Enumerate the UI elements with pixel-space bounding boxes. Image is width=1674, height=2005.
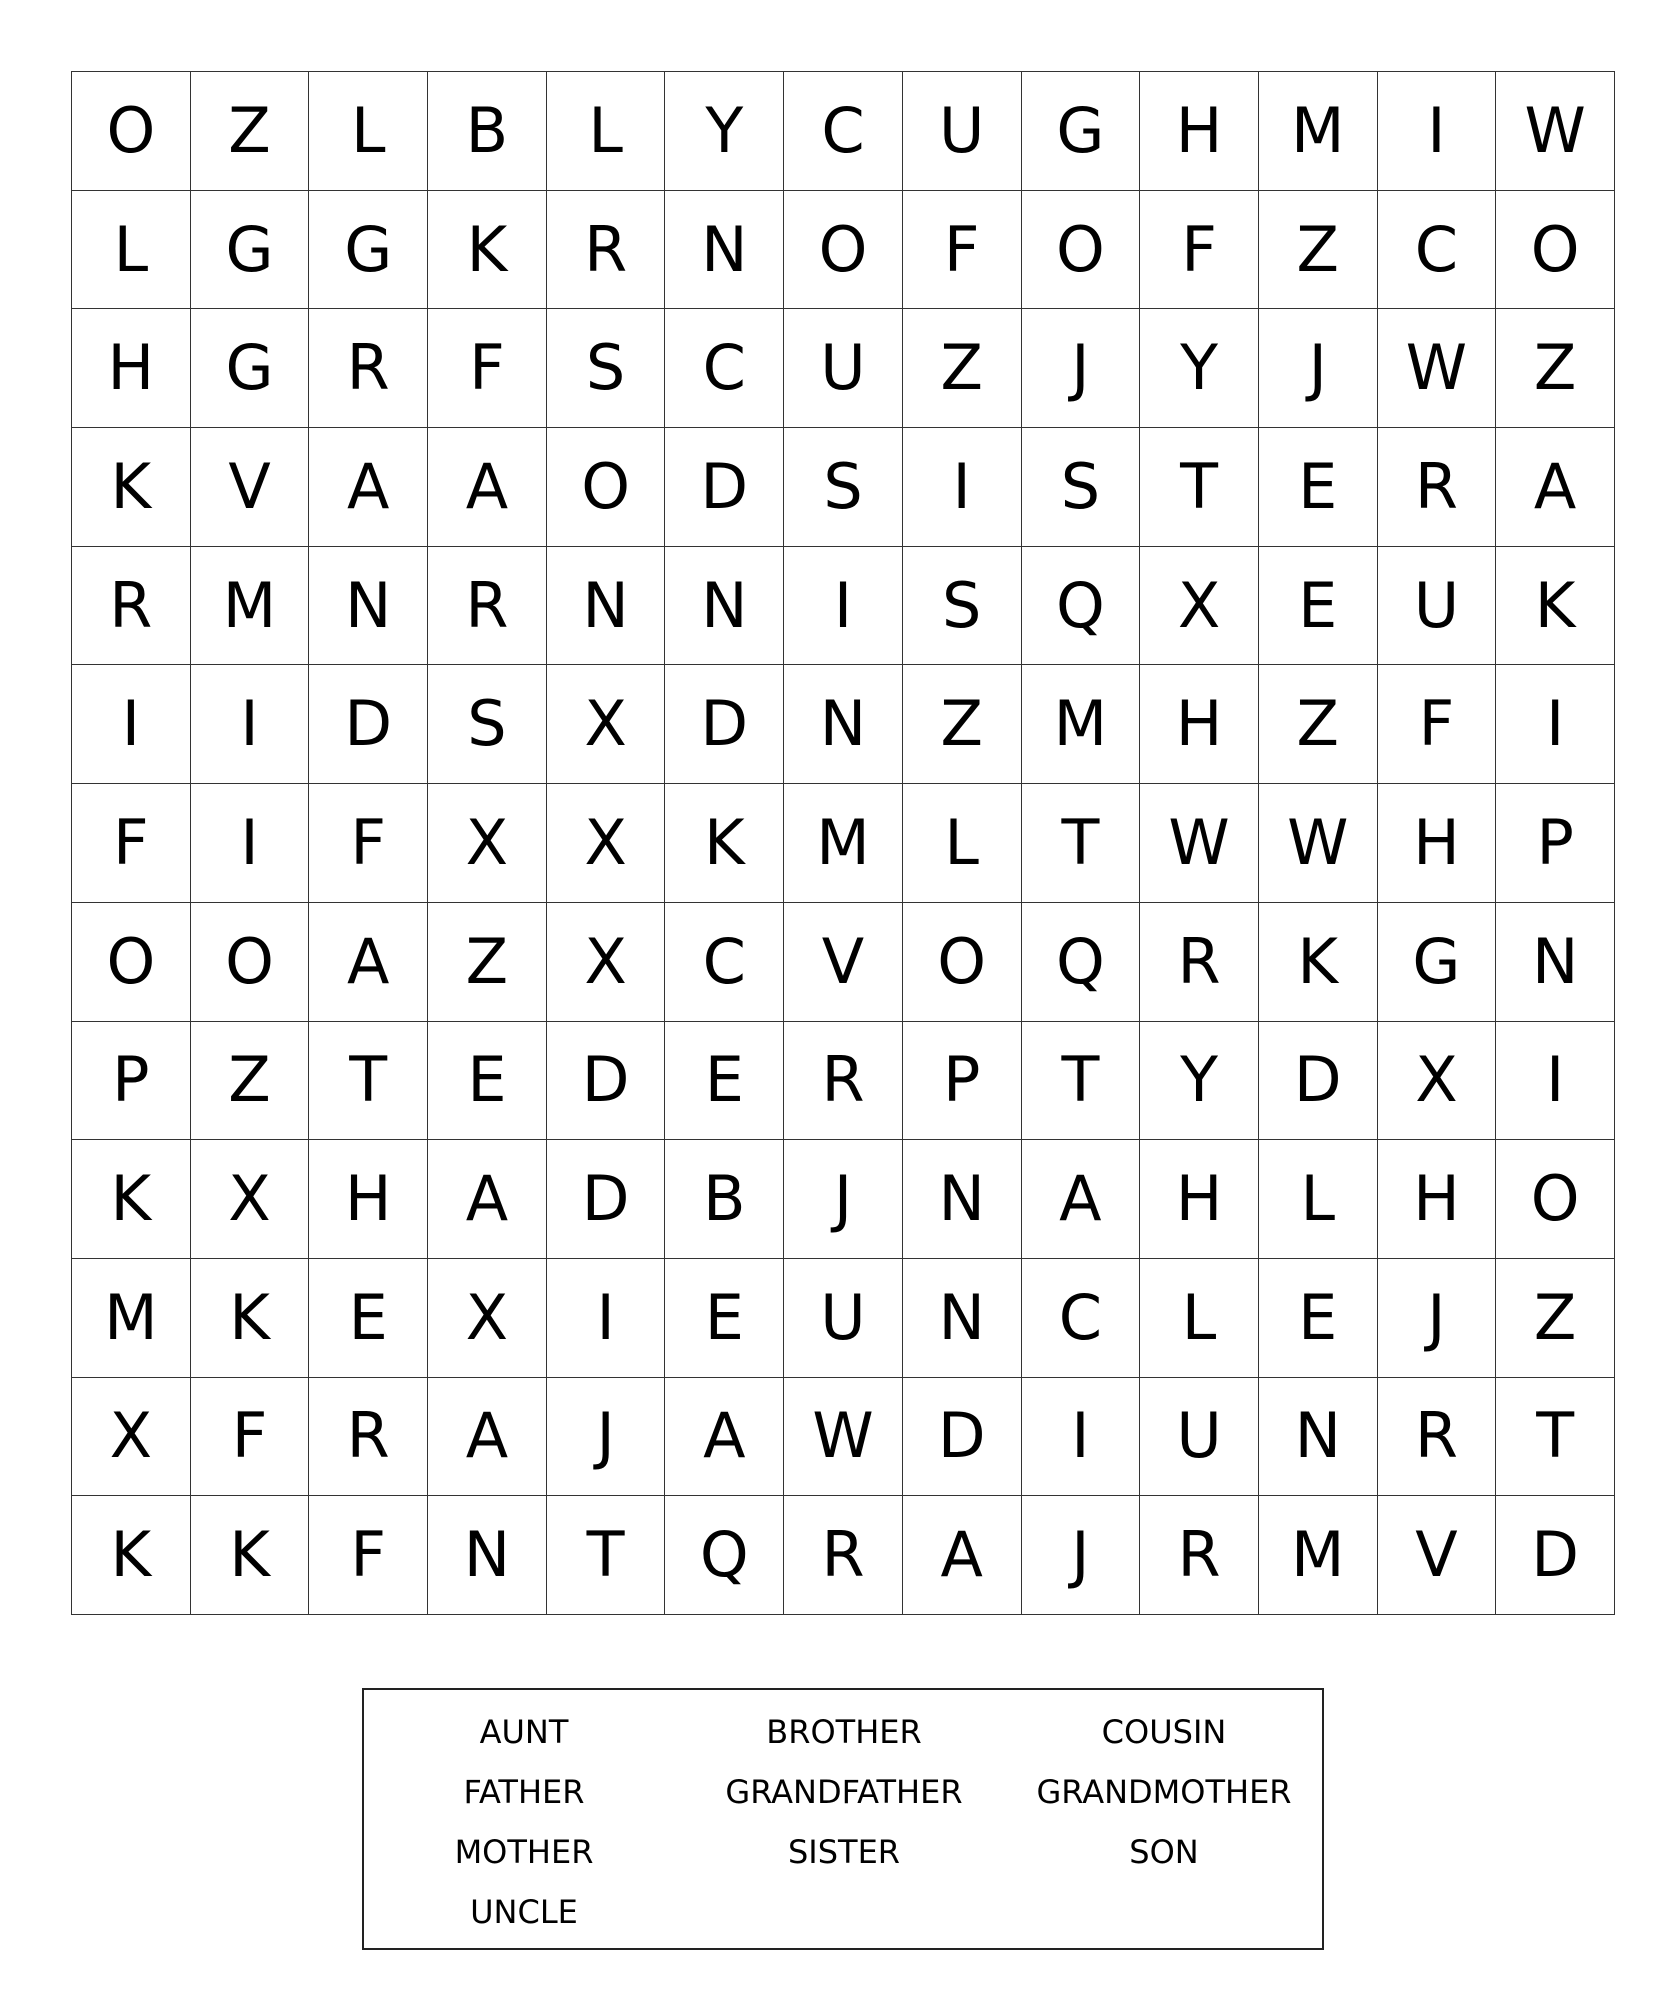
grid-cell[interactable]: I bbox=[903, 428, 1022, 547]
word-list bbox=[362, 1688, 1324, 1950]
grid-cell[interactable]: I bbox=[547, 1259, 666, 1378]
grid-cell[interactable]: Z bbox=[191, 1022, 310, 1141]
grid-cell[interactable]: T bbox=[1140, 428, 1259, 547]
grid-cell[interactable]: O bbox=[1496, 191, 1615, 310]
grid-cell[interactable]: J bbox=[784, 1140, 903, 1259]
grid-cell[interactable]: I bbox=[1496, 1022, 1615, 1141]
grid-cell[interactable]: O bbox=[72, 903, 191, 1022]
word-list-item: FATHER bbox=[463, 1773, 585, 1811]
grid-cell[interactable]: F bbox=[1140, 191, 1259, 310]
grid-cell[interactable]: D bbox=[665, 428, 784, 547]
grid-cell[interactable]: X bbox=[191, 1140, 310, 1259]
grid-cell[interactable]: K bbox=[1496, 547, 1615, 666]
grid-cell[interactable]: T bbox=[547, 1496, 666, 1615]
grid-cell[interactable]: R bbox=[784, 1022, 903, 1141]
grid-cell[interactable]: I bbox=[1022, 1378, 1141, 1497]
grid-cell[interactable]: W bbox=[1378, 309, 1497, 428]
grid-cell[interactable]: X bbox=[72, 1378, 191, 1497]
word-list-item: UNCLE bbox=[470, 1893, 578, 1931]
grid-cell[interactable]: B bbox=[428, 72, 547, 191]
grid-cell[interactable]: A bbox=[428, 1378, 547, 1497]
grid-cell[interactable]: Z bbox=[903, 665, 1022, 784]
grid-cell[interactable]: T bbox=[309, 1022, 428, 1141]
grid-cell[interactable]: R bbox=[72, 547, 191, 666]
grid-cell[interactable]: U bbox=[1140, 1378, 1259, 1497]
grid-cell[interactable]: K bbox=[191, 1259, 310, 1378]
grid-cell[interactable]: Z bbox=[191, 72, 310, 191]
grid-cell[interactable]: E bbox=[1259, 547, 1378, 666]
grid-cell[interactable]: X bbox=[547, 665, 666, 784]
grid-cell[interactable]: F bbox=[309, 1496, 428, 1615]
grid-cell[interactable]: G bbox=[191, 309, 310, 428]
grid-cell[interactable]: N bbox=[784, 665, 903, 784]
grid-cell[interactable]: R bbox=[784, 1496, 903, 1615]
grid-cell[interactable]: J bbox=[1022, 1496, 1141, 1615]
grid-cell[interactable]: R bbox=[309, 309, 428, 428]
grid-cell[interactable]: Z bbox=[1259, 191, 1378, 310]
grid-cell[interactable]: K bbox=[665, 784, 784, 903]
grid-cell[interactable]: C bbox=[1022, 1259, 1141, 1378]
grid-cell[interactable]: W bbox=[1140, 784, 1259, 903]
grid-cell[interactable]: L bbox=[547, 72, 666, 191]
grid-cell[interactable]: P bbox=[72, 1022, 191, 1141]
grid-cell[interactable]: L bbox=[72, 191, 191, 310]
grid-cell[interactable]: I bbox=[1496, 665, 1615, 784]
grid-cell[interactable]: H bbox=[1378, 1140, 1497, 1259]
grid-cell[interactable]: H bbox=[1140, 72, 1259, 191]
grid-cell[interactable]: I bbox=[191, 665, 310, 784]
grid-cell[interactable]: A bbox=[428, 1140, 547, 1259]
word-list-item: GRANDFATHER bbox=[725, 1773, 963, 1811]
grid-cell[interactable]: A bbox=[428, 428, 547, 547]
grid-cell[interactable]: T bbox=[1022, 1022, 1141, 1141]
grid-cell[interactable]: C bbox=[665, 903, 784, 1022]
grid-cell[interactable]: H bbox=[1378, 784, 1497, 903]
grid-cell[interactable]: R bbox=[547, 191, 666, 310]
grid-cell[interactable]: L bbox=[1140, 1259, 1259, 1378]
word-list-item: MOTHER bbox=[454, 1833, 594, 1871]
grid-cell[interactable]: Q bbox=[665, 1496, 784, 1615]
grid-cell[interactable]: Z bbox=[1259, 665, 1378, 784]
grid-cell[interactable]: O bbox=[903, 903, 1022, 1022]
grid-cell[interactable]: K bbox=[1259, 903, 1378, 1022]
grid-cell[interactable]: C bbox=[784, 72, 903, 191]
grid-cell[interactable]: F bbox=[309, 784, 428, 903]
grid-cell[interactable]: R bbox=[1140, 903, 1259, 1022]
grid-cell[interactable]: N bbox=[547, 547, 666, 666]
grid-cell[interactable]: D bbox=[309, 665, 428, 784]
grid-cell[interactable]: R bbox=[1140, 1496, 1259, 1615]
grid-cell[interactable]: D bbox=[1496, 1496, 1615, 1615]
grid-cell[interactable]: K bbox=[72, 1140, 191, 1259]
grid-cell[interactable]: C bbox=[665, 309, 784, 428]
grid-cell[interactable]: Y bbox=[1140, 309, 1259, 428]
grid-cell[interactable]: F bbox=[72, 784, 191, 903]
grid-cell[interactable]: R bbox=[428, 547, 547, 666]
grid-cell[interactable]: O bbox=[72, 72, 191, 191]
grid-cell[interactable]: A bbox=[903, 1496, 1022, 1615]
grid-cell[interactable]: A bbox=[1022, 1140, 1141, 1259]
grid-cell[interactable]: N bbox=[1259, 1378, 1378, 1497]
grid-cell[interactable]: E bbox=[665, 1259, 784, 1378]
grid-cell[interactable]: R bbox=[1378, 428, 1497, 547]
grid-cell[interactable]: E bbox=[309, 1259, 428, 1378]
grid-cell[interactable]: X bbox=[1378, 1022, 1497, 1141]
grid-cell[interactable]: D bbox=[665, 665, 784, 784]
grid-cell[interactable]: A bbox=[665, 1378, 784, 1497]
grid-cell[interactable]: S bbox=[428, 665, 547, 784]
grid-cell[interactable]: O bbox=[784, 191, 903, 310]
word-list-item: SISTER bbox=[787, 1833, 901, 1871]
grid-cell[interactable]: T bbox=[1496, 1378, 1615, 1497]
word-list-item: AUNT bbox=[479, 1713, 569, 1751]
grid-cell[interactable]: N bbox=[1496, 903, 1615, 1022]
word-list-item: GRANDMOTHER bbox=[1036, 1773, 1292, 1811]
grid-cell[interactable]: X bbox=[547, 903, 666, 1022]
word-list-item: BROTHER bbox=[766, 1713, 922, 1751]
grid-cell[interactable]: N bbox=[309, 547, 428, 666]
grid-cell[interactable]: M bbox=[72, 1259, 191, 1378]
letter-grid bbox=[71, 71, 1615, 1615]
grid-cell[interactable]: K bbox=[428, 191, 547, 310]
grid-cell[interactable]: Q bbox=[1022, 547, 1141, 666]
grid-cell[interactable]: E bbox=[428, 1022, 547, 1141]
grid-cell[interactable]: D bbox=[547, 1022, 666, 1141]
grid-cell[interactable]: I bbox=[191, 784, 310, 903]
grid-cell[interactable]: Z bbox=[903, 309, 1022, 428]
grid-cell[interactable]: X bbox=[547, 784, 666, 903]
grid-cell[interactable]: O bbox=[191, 903, 310, 1022]
grid-cell[interactable]: L bbox=[903, 784, 1022, 903]
grid-cell[interactable]: X bbox=[428, 784, 547, 903]
grid-cell[interactable]: J bbox=[1378, 1259, 1497, 1378]
grid-cell[interactable]: O bbox=[547, 428, 666, 547]
grid-cell[interactable]: E bbox=[1259, 1259, 1378, 1378]
grid-cell[interactable]: K bbox=[72, 1496, 191, 1615]
grid-cell[interactable]: W bbox=[784, 1378, 903, 1497]
grid-cell[interactable]: U bbox=[784, 309, 903, 428]
grid-cell[interactable]: Z bbox=[1496, 1259, 1615, 1378]
grid-cell[interactable]: S bbox=[903, 547, 1022, 666]
grid-cell[interactable]: Y bbox=[665, 72, 784, 191]
grid-cell[interactable]: X bbox=[1140, 547, 1259, 666]
grid-cell[interactable]: N bbox=[903, 1259, 1022, 1378]
grid-cell[interactable]: A bbox=[309, 903, 428, 1022]
grid-cell[interactable]: K bbox=[191, 1496, 310, 1615]
grid-cell[interactable]: V bbox=[1378, 1496, 1497, 1615]
grid-cell[interactable]: I bbox=[1378, 72, 1497, 191]
grid-cell[interactable]: O bbox=[1496, 1140, 1615, 1259]
grid-cell[interactable]: A bbox=[309, 428, 428, 547]
grid-cell[interactable]: U bbox=[903, 72, 1022, 191]
grid-cell[interactable]: M bbox=[1259, 1496, 1378, 1615]
grid-cell[interactable]: G bbox=[191, 191, 310, 310]
grid-cell[interactable]: A bbox=[1496, 428, 1615, 547]
word-list-item: COUSIN bbox=[1101, 1713, 1227, 1751]
word-list-item: SON bbox=[1129, 1833, 1199, 1871]
grid-cell[interactable]: Z bbox=[428, 903, 547, 1022]
grid-cell[interactable]: F bbox=[191, 1378, 310, 1497]
grid-cell[interactable]: P bbox=[1496, 784, 1615, 903]
grid-cell[interactable]: Q bbox=[1022, 903, 1141, 1022]
grid-cell[interactable]: R bbox=[309, 1378, 428, 1497]
grid-cell[interactable]: J bbox=[1259, 309, 1378, 428]
grid-cell[interactable]: S bbox=[1022, 428, 1141, 547]
grid-cell[interactable]: H bbox=[72, 309, 191, 428]
grid-cell[interactable]: F bbox=[903, 191, 1022, 310]
grid-cell[interactable]: F bbox=[1378, 665, 1497, 784]
grid-cell[interactable]: Z bbox=[1496, 309, 1615, 428]
grid-cell[interactable]: H bbox=[309, 1140, 428, 1259]
grid-cell[interactable]: P bbox=[903, 1022, 1022, 1141]
grid-cell[interactable]: S bbox=[784, 428, 903, 547]
grid-cell[interactable]: E bbox=[665, 1022, 784, 1141]
grid-cell[interactable]: S bbox=[547, 309, 666, 428]
grid-cell[interactable]: L bbox=[309, 72, 428, 191]
grid-cell[interactable]: U bbox=[1378, 547, 1497, 666]
grid-cell[interactable]: D bbox=[1259, 1022, 1378, 1141]
grid-cell[interactable]: Y bbox=[1140, 1022, 1259, 1141]
grid-cell[interactable]: J bbox=[1022, 309, 1141, 428]
grid-cell[interactable]: R bbox=[1378, 1378, 1497, 1497]
grid-cell[interactable]: C bbox=[1378, 191, 1497, 310]
grid-cell[interactable]: I bbox=[72, 665, 191, 784]
grid-cell[interactable]: D bbox=[903, 1378, 1022, 1497]
grid-cell[interactable]: M bbox=[1259, 72, 1378, 191]
grid-cell[interactable]: W bbox=[1496, 72, 1615, 191]
grid-cell[interactable]: G bbox=[1378, 903, 1497, 1022]
grid-cell[interactable]: W bbox=[1259, 784, 1378, 903]
grid-cell[interactable]: F bbox=[428, 309, 547, 428]
grid-cell[interactable]: I bbox=[784, 547, 903, 666]
grid-cell[interactable]: N bbox=[665, 191, 784, 310]
grid-cell[interactable]: E bbox=[1259, 428, 1378, 547]
grid-cell[interactable]: G bbox=[1022, 72, 1141, 191]
grid-cell[interactable]: K bbox=[72, 428, 191, 547]
grid-cell[interactable]: H bbox=[1140, 665, 1259, 784]
grid-cell[interactable]: V bbox=[191, 428, 310, 547]
grid-cell[interactable]: N bbox=[428, 1496, 547, 1615]
grid-cell[interactable]: X bbox=[428, 1259, 547, 1378]
grid-cell[interactable]: V bbox=[784, 903, 903, 1022]
grid-cell[interactable]: M bbox=[784, 784, 903, 903]
grid-cell[interactable]: H bbox=[1140, 1140, 1259, 1259]
grid-cell[interactable]: N bbox=[903, 1140, 1022, 1259]
grid-cell[interactable]: T bbox=[1022, 784, 1141, 903]
grid-cell[interactable]: L bbox=[1259, 1140, 1378, 1259]
grid-cell[interactable]: M bbox=[191, 547, 310, 666]
grid-cell[interactable]: U bbox=[784, 1259, 903, 1378]
grid-cell[interactable]: M bbox=[1022, 665, 1141, 784]
grid-cell[interactable]: B bbox=[665, 1140, 784, 1259]
grid-cell[interactable]: J bbox=[547, 1378, 666, 1497]
grid-cell[interactable]: N bbox=[665, 547, 784, 666]
grid-cell[interactable]: D bbox=[547, 1140, 666, 1259]
grid-cell[interactable]: G bbox=[309, 191, 428, 310]
grid-cell[interactable]: O bbox=[1022, 191, 1141, 310]
